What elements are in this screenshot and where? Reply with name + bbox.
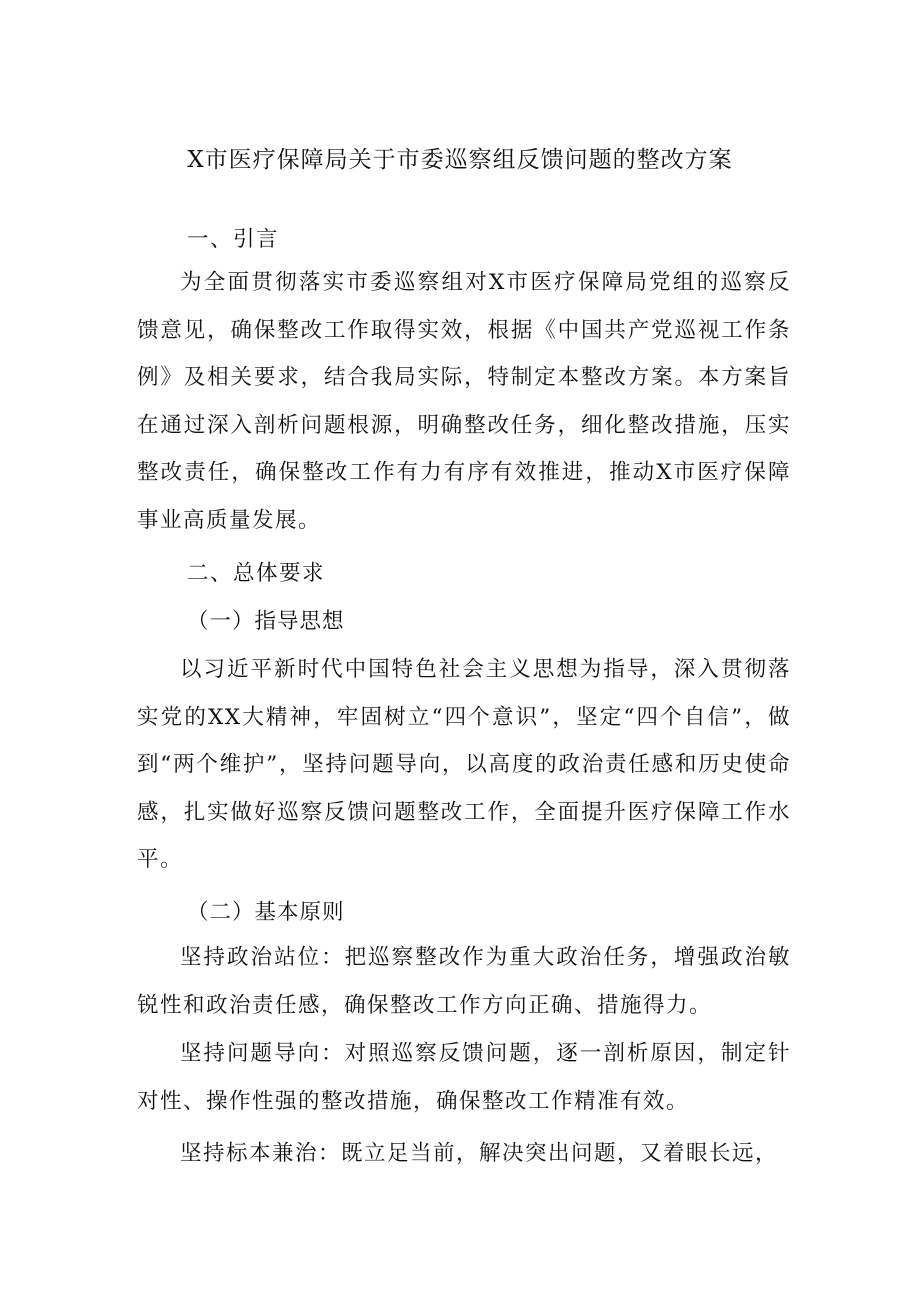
section-heading-introduction: 一、引言	[187, 227, 280, 252]
principle-root-and-symptom	[137, 1130, 791, 1178]
paragraph-text: 坚持政治站位：把巡察整改作为重大政治任务，增强政治敏锐性和政治责任感，确保整改工作方向正确、措施得力。	[137, 945, 791, 1018]
principle-problem-oriented	[137, 1030, 791, 1125]
document-title: X市医疗保障局关于市委巡察组反馈问题的整改方案	[187, 147, 733, 173]
section-heading-general-requirements: 二、总体要求	[187, 561, 326, 586]
paragraph-text: 坚持问题导向：对照巡察反馈问题，逐一剖析原因，制定针对性、操作性强的整改措施，确保整改工作精准有效。	[137, 1041, 791, 1114]
introduction-paragraph	[137, 259, 791, 544]
guiding-ideology-paragraph	[137, 646, 791, 884]
subsection-heading-basic-principles: （二）基本原则	[187, 900, 345, 925]
subsection-heading-guiding-ideology: （一）指导思想	[187, 609, 345, 634]
paragraph-text: 为全面贯彻落实市委巡察组对X市医疗保障局党组的巡察反馈意见，确保整改工作取得实效，根据《中国共产党巡视工作条例》及相关要求，结合我局实际，特制定本整改方案。本方案旨在通过深入剖析问题根源，明确整改任务，细化整改措施，压实整改责任，确保整改工作有力有序有效推进，推动X市医疗保障事业高质量发展。	[137, 270, 791, 533]
paragraph-text: 以习近平新时代中国特色社会主义思想为指导，深入贯彻落实党的XX大精神，牢固树立“四个意识”，坚定“四个自信”，做到“两个维护”，坚持问题导向，以高度的政治责任感和历史使命感，扎实做好巡察反馈问题整改工作，全面提升医疗保障工作水平。	[137, 657, 791, 872]
principle-political-stance	[137, 934, 791, 1029]
paragraph-text: 坚持标本兼治：既立足当前，解决突出问题，又着眼长远，	[180, 1141, 779, 1166]
